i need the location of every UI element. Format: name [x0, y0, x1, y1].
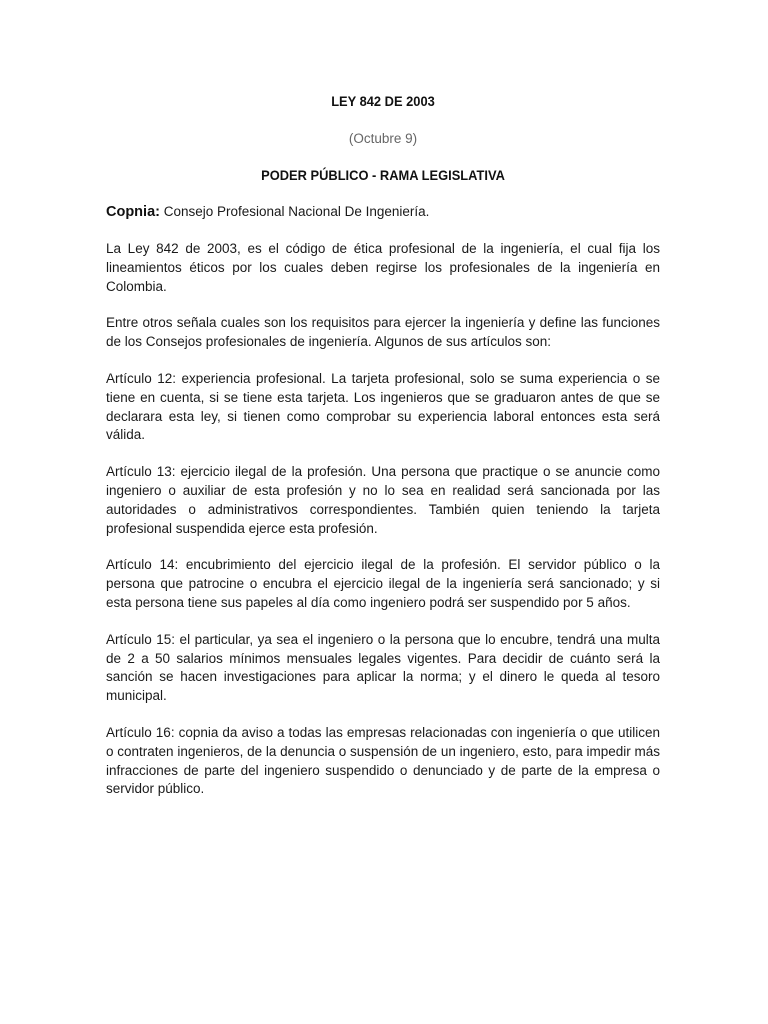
copnia-definition: [106, 202, 660, 222]
paragraph-article-15: Artículo 15: el particular, ya sea el ingeniero o la persona que lo encubre, tendrá una multa de 2 a 50 salarios mínimos mensuales legales vigentes. Para decidir de cuánto será la sanción se hacen investigaciones para aplicar la norma; y el dinero le queda al tesoro municipal.: [106, 631, 660, 704]
paragraph-intro: La Ley 842 de 2003, es el código de ética profesional de la ingeniería, el cual fija los lineamientos éticos por los cuales deben regirse los profesionales de la ingeniería en Colombia.: [106, 241, 660, 294]
paragraph-article-14: Artículo 14: encubrimiento del ejercicio ilegal de la profesión. El servidor público o la persona que patrocine o encubra el ejercicio ilegal de la ingeniería será sancionado; y si esta persona tiene sus papeles al día como ingeniero podrá ser suspendido por 5 años.: [106, 557, 660, 610]
document-title: LEY 842 DE 2003: [331, 93, 435, 109]
paragraph-article-13: Artículo 13: ejercicio ilegal de la profesión. Una persona que practique o se anuncie como ingeniero o auxiliar de esta profesión y no lo sea en realidad será sancionada por las autoridades o administrativos correspondientes. También quien teniendo la tarjeta profesional suspendida ejerce esta profesión.: [106, 464, 660, 536]
paragraph-requirements: Entre otros señala cuales son los requisitos para ejercer la ingeniería y define las funciones de los Consejos profesionales de ingeniería. Algunos de sus artículos son:: [106, 315, 660, 350]
paragraph-article-12: Artículo 12: experiencia profesional. La tarjeta profesional, solo se suma experiencia o se tiene en cuenta, si se tiene esta tarjeta. Los ingenieros que se graduaron antes de que se declarara esta ley, si tienen como comprobar su experiencia laboral entonces esta será válida.: [106, 370, 660, 443]
copnia-text: Consejo Profesional Nacional De Ingeniería.: [159, 204, 430, 219]
document-date: (Octubre 9): [348, 131, 418, 146]
paragraph-article-16: Artículo 16: copnia da aviso a todas las empresas relacionadas con ingeniería o que utilicen o contraten ingenieros, de la denuncia o suspensión de un ingeniero, esto, para impedir más infracciones de parte del ingeniero suspendido o denunciado y de parte de la empresa o servidor público.: [106, 724, 660, 797]
document-body: [106, 92, 660, 799]
copnia-label: Copnia:: [106, 204, 160, 220]
document-subtitle: PODER PÚBLICO - RAMA LEGISLATIVA: [261, 167, 505, 183]
